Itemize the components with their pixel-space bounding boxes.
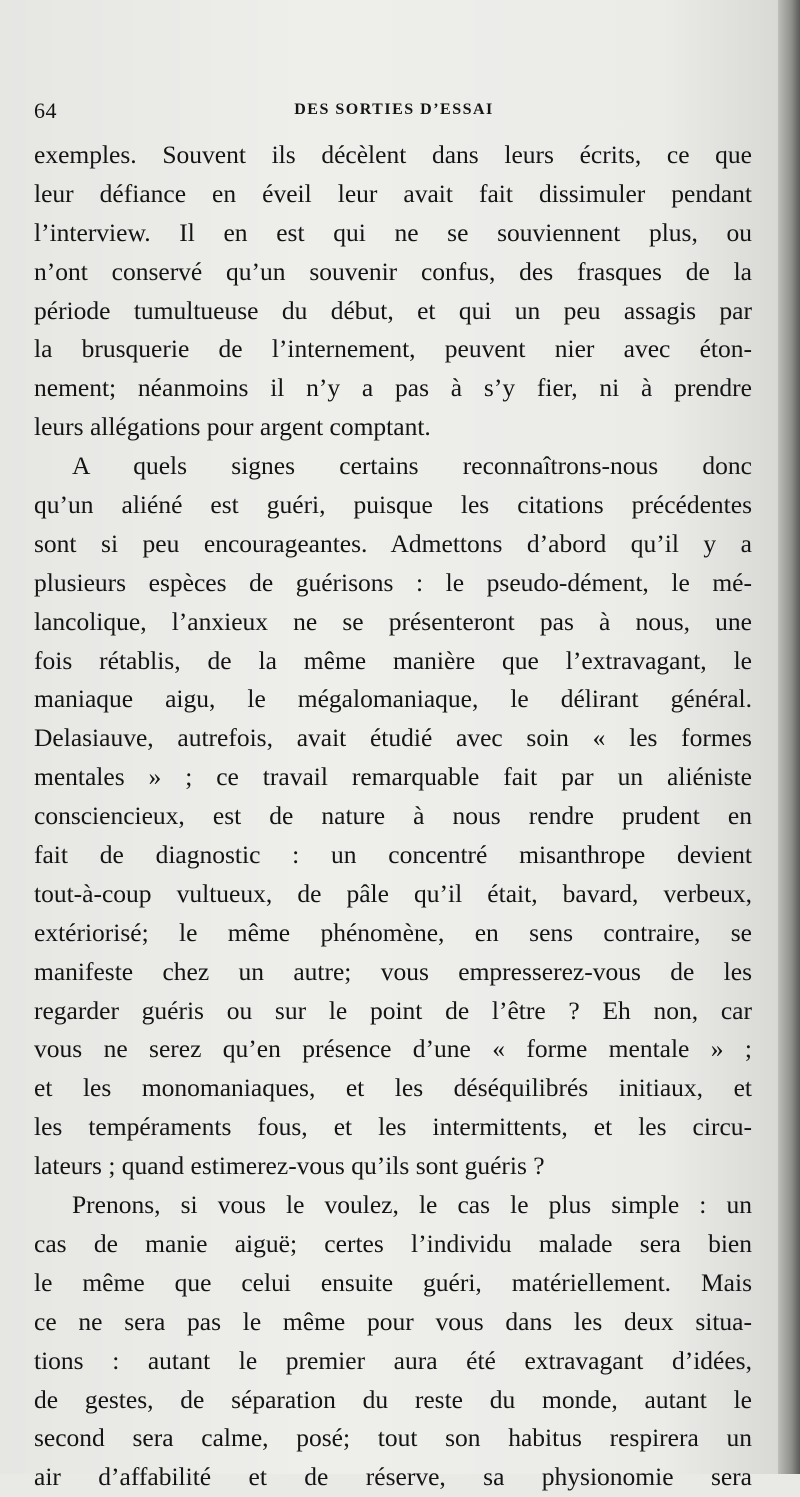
page-header	[34, 94, 754, 134]
text-line: A quels signes certains reconnaîtrons-nous donc	[72, 451, 752, 481]
text-line: manifeste chez un autre; vous empresserez-vous de les	[34, 956, 752, 986]
text-line: leurs allégations pour argent comptant.	[34, 412, 431, 442]
text-line: qu’un aliéné est guéri, puisque les citations précédentes	[34, 490, 752, 520]
text-line: sont si peu encourageantes. Admettons d’abord qu’il y a	[34, 528, 752, 558]
text-line: vous ne serez qu’en présence d’une « forme mentale » ;	[34, 1034, 752, 1064]
text-line: second sera calme, posé; tout son habitus respirera un	[34, 1423, 752, 1453]
text-line: maniaque aigu, le mégalomaniaque, le délirant général.	[34, 684, 752, 714]
text-line: cas de manie aiguë; certes l’individu malade sera bien	[34, 1228, 752, 1258]
text-line: nement; néanmoins il n’y a pas à s’y fier, ni à prendre	[34, 373, 752, 403]
text-line: regarder guéris ou sur le point de l’être ? Eh non, car	[34, 995, 752, 1025]
text-line: lateurs ; quand estimerez-vous qu’ils sont guéris ?	[34, 1151, 545, 1181]
text-line: tions : autant le premier aura été extravagant d’idées,	[34, 1345, 752, 1375]
text-line: l’interview. Il en est qui ne se souviennent plus, ou	[34, 217, 752, 247]
text-line: la brusquerie de l’internement, peuvent nier avec éton-	[34, 334, 752, 364]
text-line: période tumultueuse du début, et qui un peu assagis par	[34, 295, 752, 325]
text-line: plusieurs espèces de guérisons : le pseudo-dément, le mé-	[34, 567, 752, 597]
text-line: extériorisé; le même phénomène, en sens contraire, se	[34, 917, 752, 947]
text-line: n’ont conservé qu’un souvenir confus, des frasques de la	[34, 256, 752, 286]
text-line: Delasiauve, autrefois, avait étudié avec soin « les formes	[34, 723, 752, 753]
text-line: et les monomaniaques, et les déséquilibrés initiaux, et	[34, 1073, 752, 1103]
text-line: leur défiance en éveil leur avait fait dissimuler pendant	[34, 178, 752, 208]
text-line: les tempéraments fous, et les intermittents, et les circu-	[34, 1112, 752, 1142]
body-text	[34, 136, 752, 1497]
text-line: lancolique, l’anxieux ne se présenteront pas à nous, une	[34, 606, 752, 636]
text-line: consciencieux, est de nature à nous rendre prudent en	[34, 801, 752, 831]
text-line: le même que celui ensuite guéri, matériellement. Mais	[34, 1267, 752, 1297]
text-line: exemples. Souvent ils décèlent dans leurs écrits, ce que	[34, 140, 752, 169]
text-line: mentales » ; ce travail remarquable fait par un aliéniste	[34, 762, 752, 792]
text-line: tout-à-coup vultueux, de pâle qu’il était, bavard, verbeux,	[34, 878, 752, 908]
text-line: fois rétablis, de la même manière que l’extravagant, le	[34, 645, 752, 675]
page-number: 64	[34, 98, 57, 123]
text-line: air d’affabilité et de réserve, sa physionomie sera	[34, 1462, 752, 1492]
text-line: ce ne sera pas le même pour vous dans les deux situa-	[34, 1306, 752, 1336]
text-line: Prenons, si vous le voulez, le cas le plus simple : un	[72, 1190, 752, 1220]
text-line: de gestes, de séparation du reste du monde, autant le	[34, 1384, 752, 1414]
running-head: DES SORTIES D’ESSAI	[294, 101, 494, 118]
book-spine-shadow	[778, 0, 800, 1474]
text-line: fait de diagnostic : un concentré misanthrope devient	[34, 840, 752, 870]
